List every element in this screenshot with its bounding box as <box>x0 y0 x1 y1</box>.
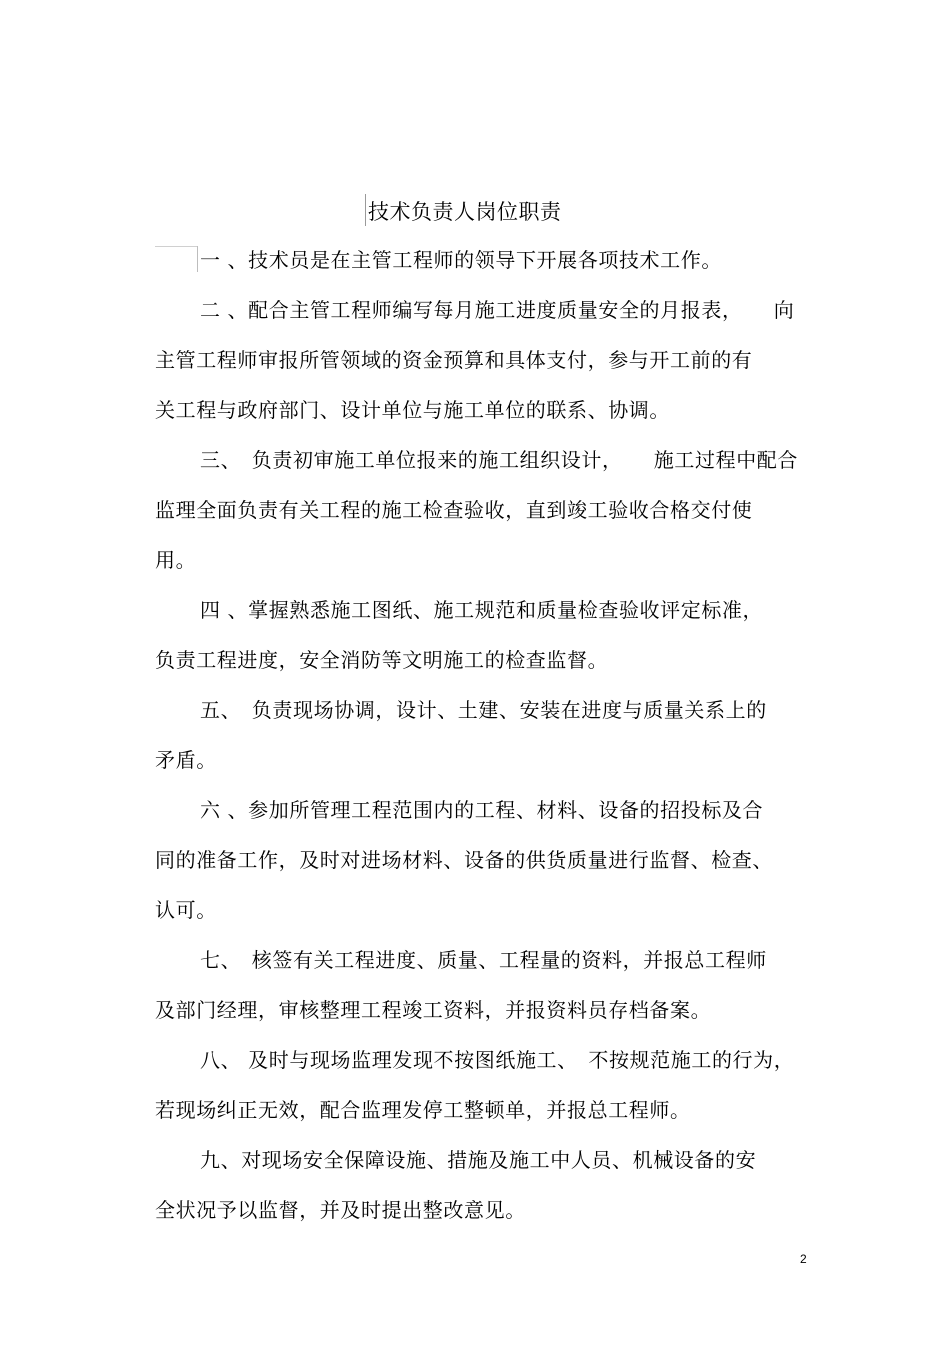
duty-item-6-line-3: 认可。 <box>155 898 217 922</box>
text-cursor <box>365 194 366 226</box>
duty-item-2-line-2: 主管工程师审报所管领域的资金预算和具体支付，参与开工前的有 <box>155 348 753 372</box>
duty-item-5-line-2: 矛盾。 <box>155 748 217 772</box>
duty-item-6-line-2: 同的准备工作，及时对进场材料、设备的供货质量进行监督、检查、 <box>155 848 773 872</box>
duty-item-8-line-2: 若现场纠正无效，配合监理发停工整顿单，并报总工程师。 <box>155 1098 691 1122</box>
indent-marker-vertical <box>197 246 198 272</box>
duty-item-2-line-3: 关工程与政府部门、设计单位与施工单位的联系、协调。 <box>155 398 670 422</box>
page-number: 2 <box>800 1252 807 1266</box>
duty-item-9-line-1: 九、对现场安全保障设施、措施及施工中人员、机械设备的安 <box>200 1148 757 1172</box>
document-title: 技术负责人岗位职责 <box>368 200 562 224</box>
duty-item-8-line-1: 八、 及时与现场监理发现不按图纸施工、 不按规范施工的行为， <box>200 1048 795 1072</box>
duty-item-7-line-2: 及部门经理，审核整理工程竣工资料，并报资料员存档备案。 <box>155 998 712 1022</box>
duty-item-3-line-2: 监理全面负责有关工程的施工检查验收，直到竣工验收合格交付使 <box>155 498 753 522</box>
duty-item-5-line-1: 五、 负责现场协调，设计、土建、安装在进度与质量关系上的 <box>200 698 767 722</box>
duty-item-4-line-1: 四 、掌握熟悉施工图纸、施工规范和质量检查验收评定标准， <box>200 598 764 622</box>
duty-item-9-line-2: 全状况予以监督，并及时提出整改意见。 <box>155 1198 526 1222</box>
duty-item-7-line-1: 七、 核签有关工程进度、质量、工程量的资料，并报总工程师 <box>200 948 767 972</box>
duty-item-4-line-2: 负责工程进度，安全消防等文明施工的检查监督。 <box>155 648 609 672</box>
duty-item-6-line-1: 六 、参加所管理工程范围内的工程、材料、设备的招投标及合 <box>200 798 764 822</box>
duty-item-2-line-1: 二 、配合主管工程师编写每月施工进度质量安全的月报表， 向 <box>200 298 795 322</box>
indent-marker-horizontal <box>155 246 197 247</box>
duty-item-3-line-1: 三、 负责初审施工单位报来的施工组织设计， 施工过程中配合 <box>200 448 798 472</box>
duty-item-3-line-3: 用。 <box>155 548 197 572</box>
duty-item-1-line-1: 一 、技术员是在主管工程师的领导下开展各项技术工作。 <box>200 248 722 272</box>
